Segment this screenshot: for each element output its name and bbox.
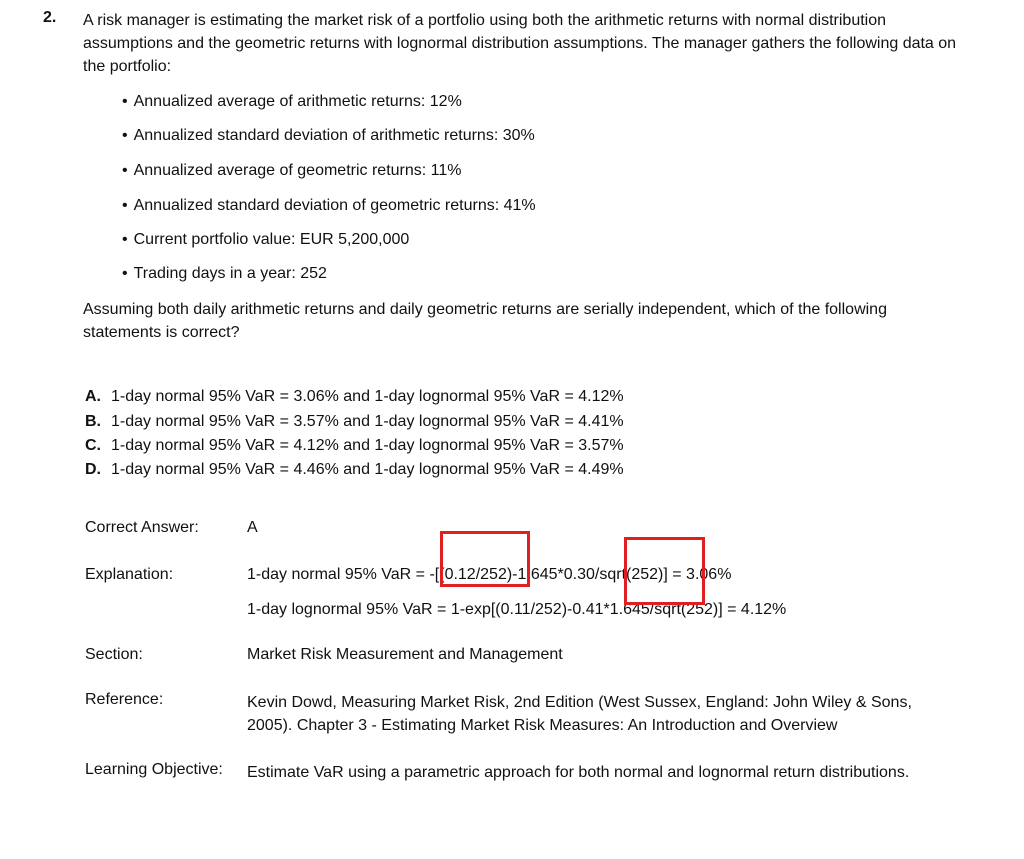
option-letter: D. [85,461,101,478]
question-prompt: Assuming both daily arithmetic returns and daily geometric returns are serially independent, which of the following statements is correct? [83,301,887,341]
bullet-text: Trading days in a year: 252 [133,265,327,282]
bullet-item [122,265,327,283]
bullet-text: Annualized average of geometric returns: 11% [133,162,462,179]
option-letter: A. [85,388,101,405]
explanation-line-normal: 1-day normal 95% VaR = -[(0.12/252)-1.645*0.30/sqrt(252)] = 3.06% [247,566,732,583]
bullet-item [122,162,462,180]
bullet-dot-icon: • [122,127,128,144]
bullet-dot-icon: • [122,231,128,248]
bullet-dot-icon: • [122,197,128,214]
bullet-text: Annualized standard deviation of arithmetic returns: 30% [133,127,535,144]
question-stem: A risk manager is estimating the market risk of a portfolio using both the arithmetic returns with normal distribution assumptions and the geometric returns with lognormal distribution assumptions. The manager gathers the following data on the portfolio: [83,12,957,75]
bullet-dot-icon: • [122,265,128,282]
option-d [85,461,624,479]
highlight-box [440,531,530,587]
highlight-box [624,537,705,605]
option-a [85,388,624,406]
option-b [85,413,624,431]
reference-value: Kevin Dowd, Measuring Market Risk, 2nd Edition (West Sussex, England: John Wiley & Sons, 2005). Chapter 3 - Estimating Market Risk Measures: An Introduction and Overview [247,694,912,734]
correct-answer-value: A [247,519,258,536]
bullet-text: Annualized average of arithmetic returns: 12% [133,93,462,110]
section-label: Section: [85,646,143,663]
bullet-text: Current portfolio value: EUR 5,200,000 [133,231,410,248]
explanation-line-lognormal: 1-day lognormal 95% VaR = 1-exp[(0.11/252)-0.41*1.645/sqrt(252)] = 4.12% [247,601,787,618]
learning-objective-value: Estimate VaR using a parametric approach for both normal and lognormal return distributions. [247,764,910,781]
explanation-label: Explanation: [85,566,174,583]
bullet-item [122,93,462,111]
section-value: Market Risk Measurement and Management [247,646,563,663]
bullet-item [122,197,536,215]
option-c [85,437,624,455]
bullet-text: Annualized standard deviation of geometric returns: 41% [133,197,536,214]
bullet-item [122,231,409,249]
option-text: 1-day normal 95% VaR = 4.12% and 1-day lognormal 95% VaR = 3.57% [111,437,624,454]
option-text: 1-day normal 95% VaR = 3.06% and 1-day lognormal 95% VaR = 4.12% [111,388,624,405]
question-number: 2. [43,9,57,26]
correct-answer-label: Correct Answer: [85,519,199,536]
bullet-dot-icon: • [122,93,128,110]
option-letter: C. [85,437,101,454]
option-text: 1-day normal 95% VaR = 3.57% and 1-day lognormal 95% VaR = 4.41% [111,413,624,430]
reference-label: Reference: [85,691,164,708]
bullet-dot-icon: • [122,162,128,179]
learning-objective-label: Learning Objective: [85,761,223,778]
option-text: 1-day normal 95% VaR = 4.46% and 1-day lognormal 95% VaR = 4.49% [111,461,624,478]
bullet-item [122,127,535,145]
option-letter: B. [85,413,101,430]
